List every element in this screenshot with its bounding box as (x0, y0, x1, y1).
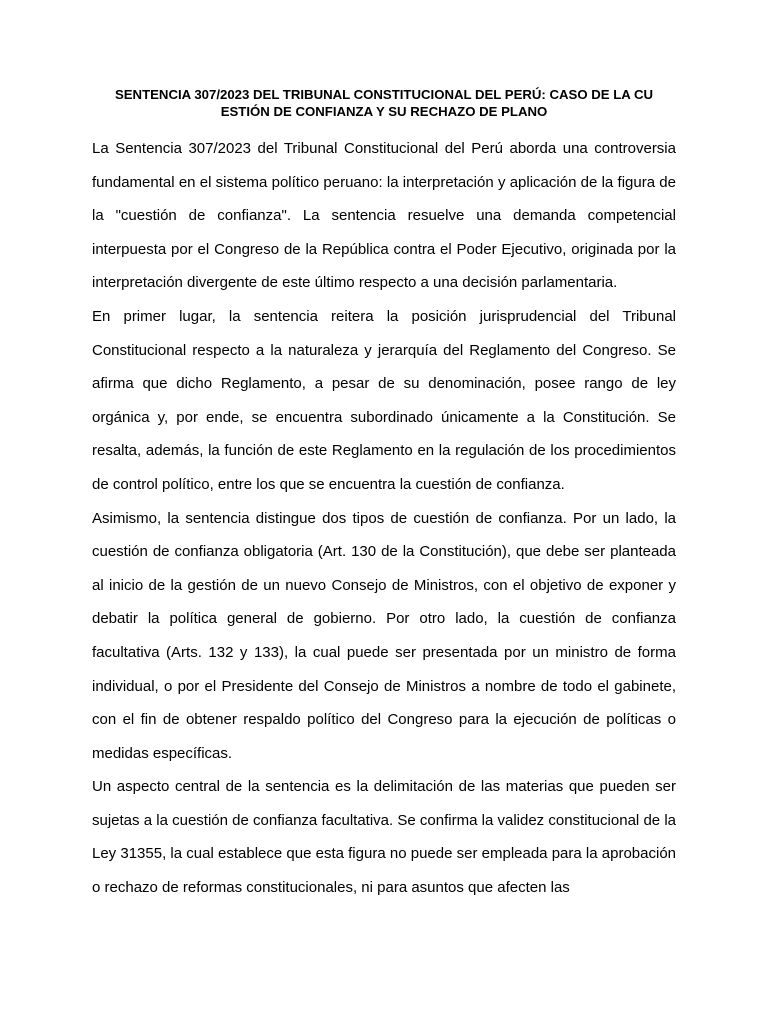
paragraph-3: Asimismo, la sentencia distingue dos tipos de cuestión de confianza. Por un lado, la cuestión de confianza obligatoria (Art. 130 de la Constitución), que debe ser planteada al inicio de la gestión de un nuevo Consejo de Ministros, con el objetivo de exponer y debatir la política general de gobierno. Por otro lado, la cuestión de confianza facultativa (Arts. 132 y 133), la cual puede ser presentada por un ministro de forma individual, o por el Presidente del Consejo de Ministros a nombre de todo el gabinete, con el fin de obtener respaldo político del Congreso para la ejecución de políticas o medidas específicas. (92, 509, 676, 762)
title-line-1: SENTENCIA 307/2023 DEL TRIBUNAL CONSTITUCIONAL DEL PERÚ: CASO DE LA CU (114, 87, 654, 102)
document-body (92, 132, 676, 905)
paragraph-4: Un aspecto central de la sentencia es la delimitación de las materias que pueden ser sujetas a la cuestión de confianza facultativa. Se confirma la validez constitucional de la Ley 31355, la cual establece que esta figura no puede ser empleada para la aprobación o rechazo de reformas constitucionales, ni para asuntos que afecten las (92, 778, 676, 897)
paragraph-2: En primer lugar, la sentencia reitera la posición jurisprudencial del Tribunal Constitucional respecto a la naturaleza y jerarquía del Reglamento del Congreso. Se afirma que dicho Reglamento, a pesar de su denominación, posee rango de ley orgánica y, por ende, se encuentra subordinado únicamente a la Constitución. Se resalta, además, la función de este Reglamento en la regulación de los procedimientos de control político, entre los que se encuentra la cuestión de confianza. (92, 307, 676, 493)
title-line-2: ESTIÓN DE CONFIANZA Y SU RECHAZO DE PLANO (220, 104, 548, 119)
paragraph-1: La Sentencia 307/2023 del Tribunal Constitucional del Perú aborda una controversia fundamental en el sistema político peruano: la interpretación y aplicación de la figura de la "cuestión de confianza". La sentencia resuelve una demanda competencial interpuesta por el Congreso de la República contra el Poder Ejecutivo, originada por la interpretación divergente de este último respecto a una decisión parlamentaria. (92, 140, 676, 292)
document-title (92, 86, 676, 120)
